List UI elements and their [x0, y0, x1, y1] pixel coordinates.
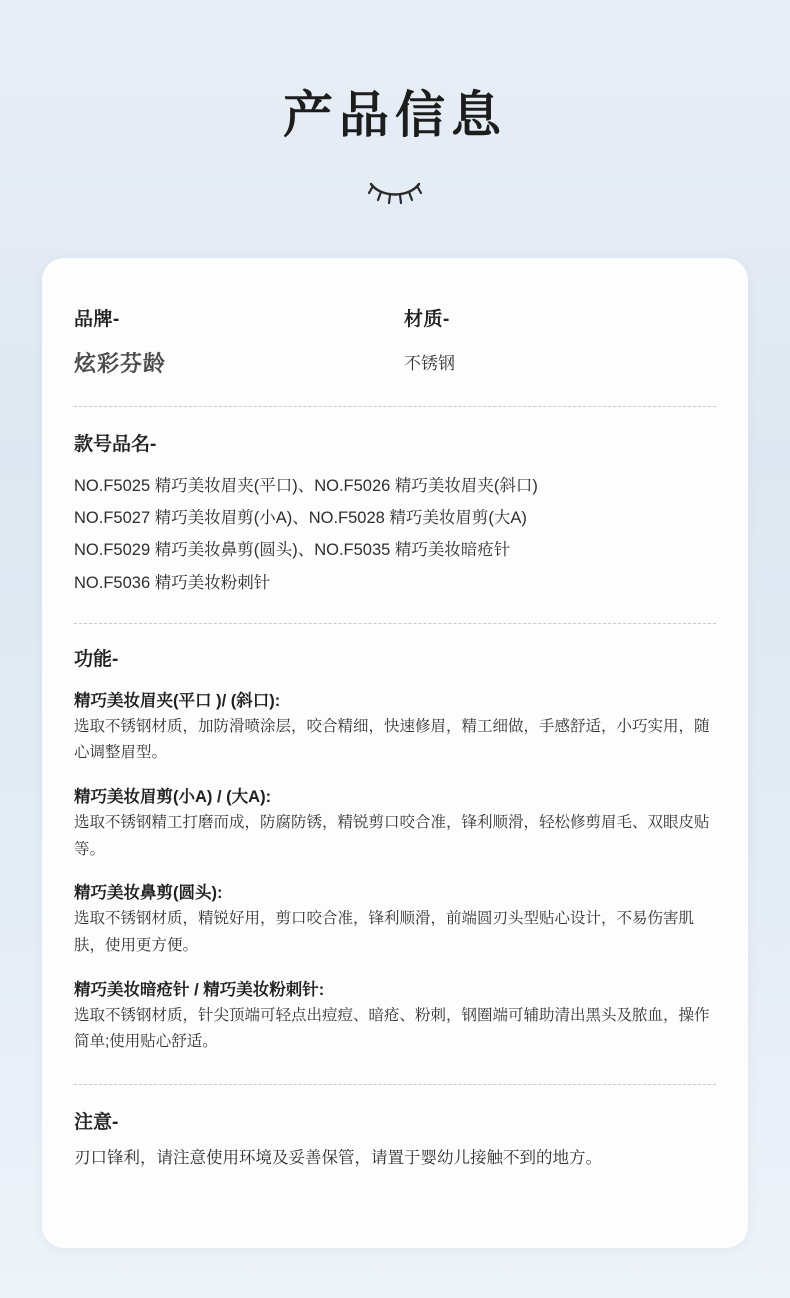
material-field [404, 304, 716, 374]
function-text: 选取不锈钢材质，加防滑喷涂层，咬合精细，快速修眉，精工细做，手感舒适，小巧实用，随心调整眉型。 [74, 717, 710, 762]
brand-label: 品牌- [74, 309, 120, 330]
function-text: 选取不锈钢材质，针尖顶端可轻点出痘痘、暗疮、粉刺，钢圈端可辅助清出黑头及脓血，操作简单;使用贴心舒适。 [74, 1006, 710, 1051]
models-label: 款号品名- [74, 434, 157, 455]
function-item [74, 687, 716, 767]
page-header [0, 0, 790, 207]
function-text: 选取不锈钢材质，精锐好用，剪口咬合准，锋利顺滑，前端圆刃头型贴心设计，不易伤害肌肤，使用更方便。 [74, 910, 695, 954]
brand-material-row [74, 304, 716, 378]
models-list [74, 470, 716, 599]
page-title: 产品信息 [283, 87, 507, 143]
brand-value: 炫彩芬龄 [74, 351, 167, 376]
function-title: 精巧美妆暗疮针 / 精巧美妆粉刺针: [74, 980, 325, 999]
divider-2 [74, 623, 716, 624]
eyelash-ornament [0, 177, 790, 207]
function-title: 精巧美妆眉剪(小A) / (大A): [74, 788, 272, 806]
function-item [74, 783, 716, 863]
material-value: 不锈钢 [404, 354, 455, 373]
notice-section [74, 1107, 716, 1173]
product-info-card [42, 258, 748, 1248]
notice-text: 刃口锋利，请注意使用环境及妥善保管，请置于婴幼儿接触不到的地方。 [74, 1148, 602, 1167]
eyelash-icon [367, 179, 423, 205]
function-title: 精巧美妆眉夹(平口 )/ (斜口): [74, 691, 281, 710]
models-line: NO.F5029 精巧美妆鼻剪(圆头)、NO.F5035 精巧美妆暗疮针 [74, 541, 511, 560]
divider-1 [74, 406, 716, 407]
functions-section [74, 644, 716, 1056]
models-line: NO.F5027 精巧美妆眉剪(小A)、NO.F5028 精巧美妆眉剪(大A) [74, 509, 527, 528]
function-item [74, 879, 716, 959]
notice-label: 注意- [74, 1111, 119, 1133]
function-title: 精巧美妆鼻剪(圆头): [74, 884, 223, 903]
function-text: 选取不锈钢精工打磨而成，防腐防锈，精锐剪口咬合准，锋利顺滑，轻松修剪眉毛、双眼皮贴等。 [74, 814, 710, 858]
brand-field [74, 304, 404, 378]
function-item [74, 976, 716, 1056]
models-line: NO.F5036 精巧美妆粉刺针 [74, 573, 271, 592]
divider-3 [74, 1084, 716, 1085]
models-line: NO.F5025 精巧美妆眉夹(平口)、NO.F5026 精巧美妆眉夹(斜口) [74, 477, 538, 495]
models-section [74, 429, 716, 599]
functions-label: 功能- [74, 648, 119, 670]
material-label: 材质- [404, 309, 450, 330]
